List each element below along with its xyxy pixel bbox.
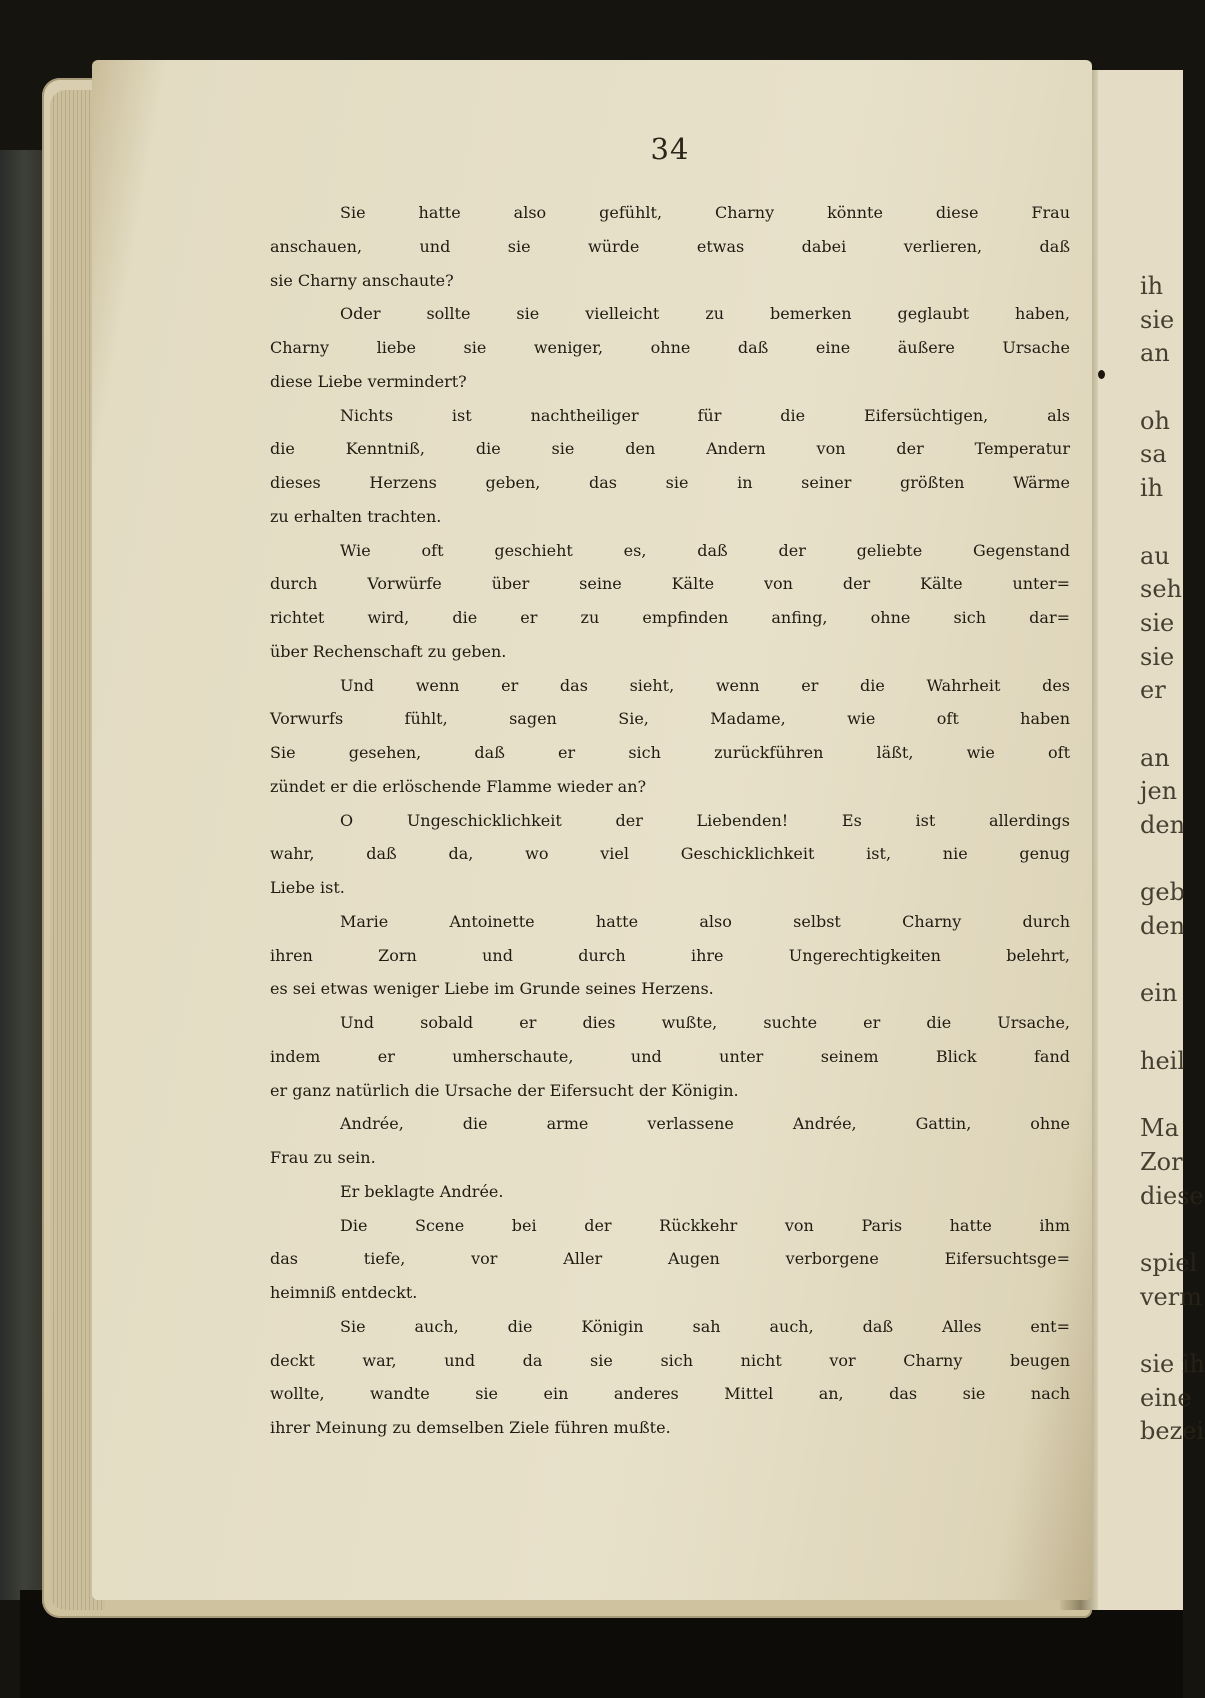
text-line: diese Liebe vermindert? xyxy=(270,371,467,391)
text-line: heimniß entdeckt. xyxy=(270,1283,418,1302)
facing-page-fragment: sie xyxy=(1140,305,1175,334)
text-line: ihren Zorn und durch ihre Ungerechtigkeiten belehrt, xyxy=(270,945,1070,965)
text-line: sie Charny anschaute? xyxy=(270,270,454,290)
text-line: dieses Herzens geben, das sie in seiner größten Wärme xyxy=(270,473,1070,492)
text-line: Andrée, die arme verlassene Andrée, Gattin, ohne xyxy=(340,1114,1070,1134)
text-line: deckt war, und da sie sich nicht vor Charny beugen xyxy=(270,1350,1070,1370)
text-line: Und wenn er das sieht, wenn er die Wahrheit des xyxy=(340,675,1070,695)
facing-page-fragment xyxy=(1140,843,1200,877)
text-line: es sei etwas weniger Liebe im Grunde seines Herzens. xyxy=(270,979,714,999)
text-line: wahr, daß da, wo viel Geschicklichkeit ist, nie genug xyxy=(270,844,1070,864)
text-line: anschauen, und sie würde etwas dabei verlieren, daß xyxy=(270,236,1070,256)
text-line: Sie auch, die Königin sah auch, daß Alles ent= xyxy=(340,1316,1070,1336)
facing-page-fragment: sa xyxy=(1140,440,1167,469)
facing-page-fragment xyxy=(1140,944,1200,978)
text-line: O Ungeschicklichkeit der Liebenden! Es ist allerdings xyxy=(340,810,1070,830)
facing-page-fragment: sie ih xyxy=(1140,1350,1205,1378)
text-line: ihrer Meinung zu demselben Ziele führen mußte. xyxy=(270,1418,671,1437)
facing-page-fragment: den xyxy=(1140,811,1186,839)
facing-page-fragment xyxy=(1140,1314,1200,1348)
text-line: über Rechenschaft zu geben. xyxy=(270,641,507,661)
text-line: Oder sollte sie vielleicht zu bemerken geglaubt haben, xyxy=(340,304,1070,324)
facing-page-fragment: ih xyxy=(1140,272,1164,300)
facing-page-fragment: au xyxy=(1140,541,1170,570)
text-line: Sie gesehen, daß er sich zurückführen läßt, wie oft xyxy=(270,743,1070,762)
facing-page-fragment: jen xyxy=(1140,777,1178,806)
facing-page-fragment: an xyxy=(1140,743,1170,772)
facing-page-fragment: verm xyxy=(1140,1282,1202,1311)
facing-page-fragment: spiel xyxy=(1140,1248,1198,1277)
facing-page-fragment: sie xyxy=(1140,608,1175,637)
text-line: Nichts ist nachtheiliger für die Eifersüchtigen, als xyxy=(340,405,1070,425)
text-line: indem er umherschaute, und unter seinem Blick fand xyxy=(270,1046,1070,1066)
text-line: zündet er die erlöschende Flamme wieder an? xyxy=(270,776,647,796)
facing-page-fragment: Zor xyxy=(1140,1147,1183,1176)
facing-page-fragment xyxy=(1140,1011,1200,1045)
facing-page-fragment: oh xyxy=(1140,406,1170,435)
ink-spot xyxy=(1098,370,1105,379)
facing-page-fragment xyxy=(1140,506,1200,540)
facing-page-fragment: den xyxy=(1140,912,1186,941)
text-line: Die Scene bei der Rückkehr von Paris hatte ihm xyxy=(340,1215,1070,1235)
text-line: er ganz natürlich die Ursache der Eifersucht der Königin. xyxy=(270,1080,739,1100)
facing-page-fragment: er xyxy=(1140,676,1166,705)
text-line: durch Vorwürfe über seine Kälte von der Kälte unter= xyxy=(270,574,1070,594)
text-line: das tiefe, vor Aller Augen verborgene Eifersuchtsge= xyxy=(270,1249,1070,1269)
text-line: Und sobald er dies wußte, suchte er die Ursache, xyxy=(340,1013,1070,1032)
text-line: Sie hatte also gefühlt, Charny könnte diese Frau xyxy=(340,203,1070,222)
text-line: Frau zu sein. xyxy=(270,1148,376,1167)
text-line: Vorwurfs fühlt, sagen Sie, Madame, wie oft haben xyxy=(270,709,1070,729)
text-line: zu erhalten trachten. xyxy=(270,506,442,526)
facing-page-fragment: ein xyxy=(1140,979,1178,1008)
facing-page-text xyxy=(1140,270,1205,1449)
facing-page-fragment xyxy=(1140,371,1200,405)
text-line: die Kenntniß, die sie den Andern von der Temperatur xyxy=(270,439,1070,459)
text-line: Marie Antoinette hatte also selbst Charny durch xyxy=(340,911,1070,931)
facing-page-fragment: Ma xyxy=(1140,1114,1179,1143)
text-line: Liebe ist. xyxy=(270,878,345,897)
facing-page-fragment: eine xyxy=(1140,1383,1192,1412)
text-line: Wie oft geschieht es, daß der geliebte Gegenstand xyxy=(340,540,1070,560)
facing-page-fragment xyxy=(1140,1079,1200,1113)
facing-page-fragment: geb xyxy=(1140,878,1185,907)
facing-page-fragment: an xyxy=(1140,339,1170,368)
facing-page-fragment: ih xyxy=(1140,474,1164,503)
text-line: Charny liebe sie weniger, ohne daß eine äußere Ursache xyxy=(270,338,1070,357)
text-line: wollte, wandte sie ein anderes Mittel an, das sie nach xyxy=(270,1384,1070,1404)
facing-page-fragment xyxy=(1140,1213,1200,1247)
page-number: 34 xyxy=(650,132,690,166)
facing-page-fragment: sie xyxy=(1140,642,1175,671)
facing-page-fragment xyxy=(1140,708,1200,742)
facing-page-fragment: heil xyxy=(1140,1046,1186,1075)
facing-page-fragment: seh xyxy=(1140,575,1182,604)
body-text xyxy=(270,196,1070,1445)
text-line: richtet wird, die er zu empfinden anfing, ohne sich dar= xyxy=(270,608,1070,627)
text-line: Er beklagte Andrée. xyxy=(340,1181,504,1201)
facing-page-fragment: bezei xyxy=(1140,1417,1205,1446)
facing-page-fragment: diese xyxy=(1140,1181,1204,1210)
